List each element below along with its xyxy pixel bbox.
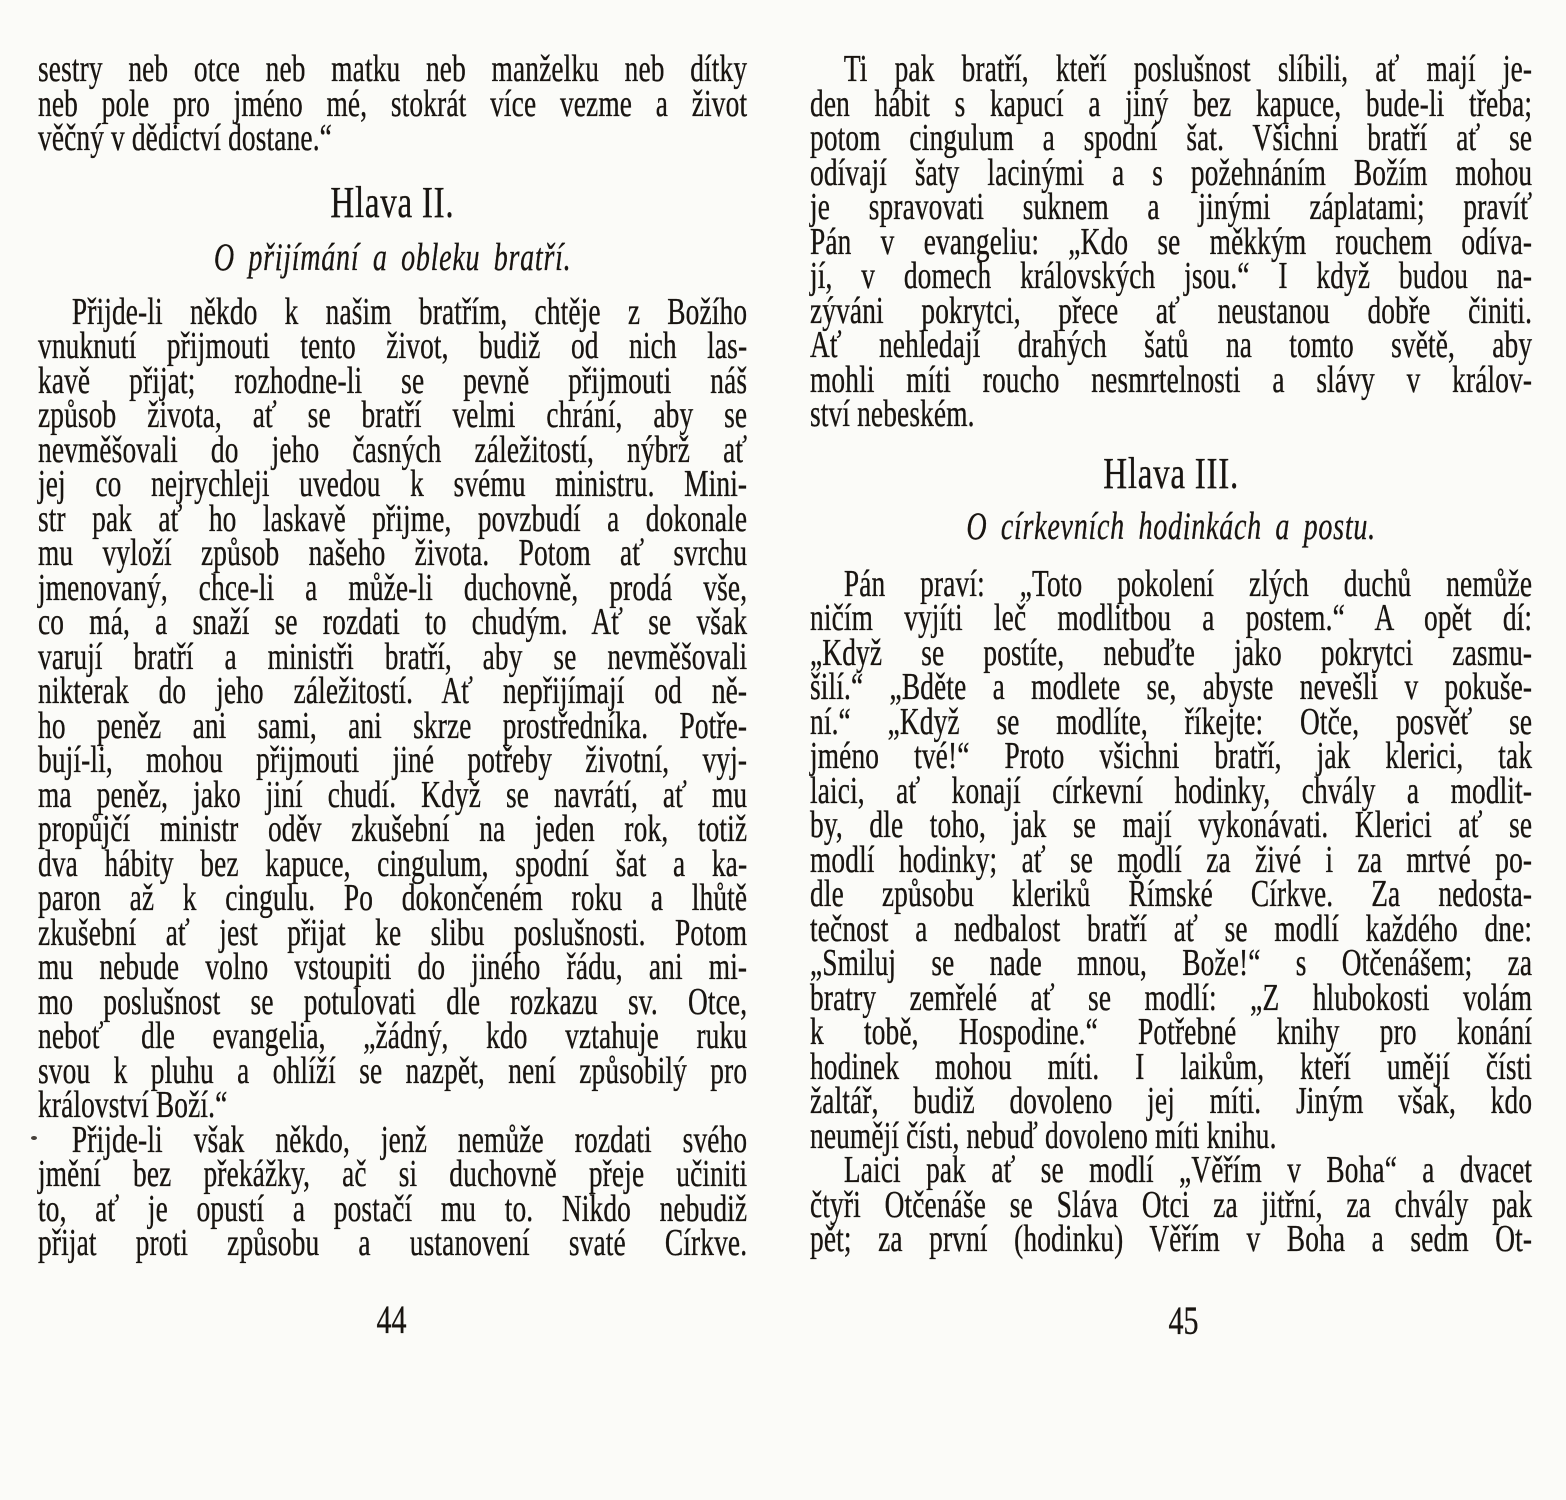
text-line: str pak ať ho laskavě přijme, povzbudí a dokonale (38, 497, 748, 540)
text-line: varují bratří a ministři bratří, aby se nevměšovali (38, 635, 748, 678)
text-line: přijat proti způsobu a ustanovení svaté Církve. (38, 1222, 748, 1264)
text-line: jí, v domech královských jsou.“ I když budou na- (810, 255, 1533, 297)
text-line: mu vyloží způsob našeho života. Potom ať svrchu (38, 532, 748, 574)
scan-speck (31, 1136, 37, 1140)
text-line: ní.“ „Když se modlíte, říkejte: Otče, posvěť se (810, 700, 1533, 743)
text-line: způsob života, ať se bratří velmi chrání, aby se (38, 394, 748, 436)
text-line: zýváni pokrytci, přece ať neustanou dobře činiti. (810, 289, 1533, 332)
text-line: neumějí čísti, nebuď dovoleno míti knihu. (810, 1114, 1277, 1157)
text-line: Přijde-li někdo k našim bratřím, chtěje z Božího (71, 290, 748, 333)
text-line: zkušební ať jest přijat ke slibu poslušnosti. Potom (38, 911, 748, 954)
text-line: jméno tvé!“ Proto všichni bratří, jak klerici, tak (810, 735, 1533, 777)
text-line: by, dle toho, jak se mají vykonávati. Klerici ať se (810, 804, 1533, 846)
text-line: Přijde-li však někdo, jenž nemůže rozdati svého (71, 1118, 748, 1161)
text-line: jmění bez překážky, ač si duchovně přeje učiniti (38, 1153, 748, 1195)
text-line: šilí.“ „Bděte a modlete se, abyste nevešli v pokuše- (810, 666, 1533, 708)
text-line: co má, a snaží se rozdati to chudým. Ať se však (38, 601, 748, 643)
paragraph (810, 1149, 1533, 1260)
text-line: mo poslušnost se potulovati dle rozkazu sv. Otce, (38, 980, 748, 1023)
text-line: den hábit s kapucí a jiný bez kapuce, bude-li třeba; (810, 82, 1533, 125)
text-line: laici, ať konají církevní hodinky, chvály a modlit- (810, 769, 1533, 812)
text-line: „Když se postíte, nebuďte jako pokrytci zasmu- (810, 631, 1533, 674)
text-line: čtyři Otčenáše se Sláva Otci za jitřní, za chvály pak (810, 1183, 1533, 1226)
text-line: sestry neb otce neb matku neb manželku neb dítky (38, 48, 748, 90)
text-line: neb pole pro jméno mé, stokrát více vezme a život (38, 82, 748, 125)
text-line: vnuknutí přijmouti tento život, budiž od nich las- (38, 325, 748, 367)
text-line: mu nebude volno vstoupiti do jiného řádu, ani mi- (38, 946, 748, 988)
paragraph (38, 290, 748, 1126)
paragraph (810, 562, 1533, 1157)
text-line: Ať nehledají drahých šatů na tomto světě, aby (810, 324, 1533, 366)
text-line: věčný v dědictví dostane.“ (38, 117, 332, 159)
text-line: modlí hodinky; ať se modlí za živé i za mrtvé po- (810, 838, 1533, 881)
text-line: k tobě, Hospodine.“ Potřebné knihy pro konání (810, 1011, 1533, 1053)
text-line: je spravovati suknem a jinými záplatami; pravíť (810, 186, 1533, 228)
text-line: neboť dle evangelia, „žádný, kdo vztahuje ruku (38, 1015, 748, 1057)
text-line: tečnost a nedbalost bratří ať se modlí každého dne: (810, 907, 1533, 950)
text-line: nikterak do jeho záležitostí. Ať nepřijímají od ně- (38, 670, 748, 712)
text-line: žaltář, budiž dovoleno jej míti. Jiným však, kdo (810, 1080, 1533, 1122)
text-line: ma peněz, jako jiní chudí. Když se navrátí, ať mu (38, 773, 748, 816)
text-line: bratry zemřelé ať se modlí: „Z hlubokosti volám (810, 976, 1533, 1019)
text-line: ho peněz ani sami, ani skrze prostředníka. Potře- (38, 704, 748, 747)
text-line: dle způsobu kleriků Římské Církve. Za nedosta- (810, 873, 1533, 915)
text-line: Pán v evangeliu: „Kdo se měkkým rouchem odíva- (810, 220, 1533, 263)
text-line: paron až k cingulu. Po dokončeném roku a lhůtě (38, 877, 748, 919)
text-line: jej co nejrychleji uvedou k svému ministru. Mini- (38, 463, 748, 505)
chapter-subtitle: O přijímání a obleku bratří. (213, 235, 572, 279)
page-number-right: 45 (1168, 1298, 1199, 1343)
text-line: bují-li, mohou přijmouti jiné potřeby životní, vyj- (38, 739, 748, 781)
paragraph (38, 48, 748, 159)
text-line: Ti pak bratří, kteří poslušnost slíbili, ať mají je- (843, 48, 1533, 90)
text-line: mohli míti roucho nesmrtelnosti a slávy v králov- (810, 358, 1533, 401)
text-line: království Boží.“ (38, 1084, 228, 1126)
text-line: kavě přijat; rozhodne-li se pevně přijmouti náš (38, 359, 748, 402)
left-page-column (38, 48, 748, 1264)
chapter-heading: Hlava II. (330, 177, 455, 227)
text-line: „Smiluj se nade mnou, Bože!“ s Otčenášem; za (810, 942, 1533, 984)
text-line: ství nebeském. (810, 393, 975, 435)
text-line: hodinek mohou míti. I laikům, kteří umějí čísti (810, 1045, 1533, 1088)
text-line: Pán praví: „Toto pokolení zlých duchů nemůže (843, 562, 1533, 605)
text-line: pět; za první (hodinku) Věřím v Boha a sedm Ot- (810, 1218, 1533, 1260)
text-line: jmenovaný, chce-li a může-li duchovně, prodá vše, (38, 566, 748, 609)
text-line: propůjčí ministr oděv zkušební na jeden rok, totiž (38, 808, 748, 850)
chapter-heading: Hlava III. (1103, 448, 1239, 498)
chapter-subtitle: O církevních hodinkách a postu. (966, 504, 1376, 548)
text-line: dva hábity bez kapuce, cingulum, spodní šat a ka- (38, 842, 748, 885)
paragraph (38, 1118, 748, 1264)
text-line: to, ať je opustí a postačí mu to. Nikdo nebudiž (38, 1187, 748, 1230)
text-line: nevměšovali do jeho časných záležitostí, nýbrž ať (38, 428, 748, 471)
text-line: svou k pluhu a ohlíží se nazpět, není způsobilý pro (38, 1049, 748, 1092)
right-page-column (810, 48, 1533, 1260)
page-number-left: 44 (376, 1297, 407, 1342)
text-line: Laici pak ať se modlí „Věřím v Boha“ a dvacet (843, 1149, 1533, 1191)
text-line: ničím vyjíti leč modlitbou a postem.“ A opět dí: (810, 597, 1533, 639)
paragraph (810, 48, 1533, 435)
text-line: odívají šaty lacinými a s požehnáním Božím mohou (810, 151, 1533, 194)
text-line: potom cingulum a spodní šat. Všichni bratří ať se (810, 117, 1533, 159)
